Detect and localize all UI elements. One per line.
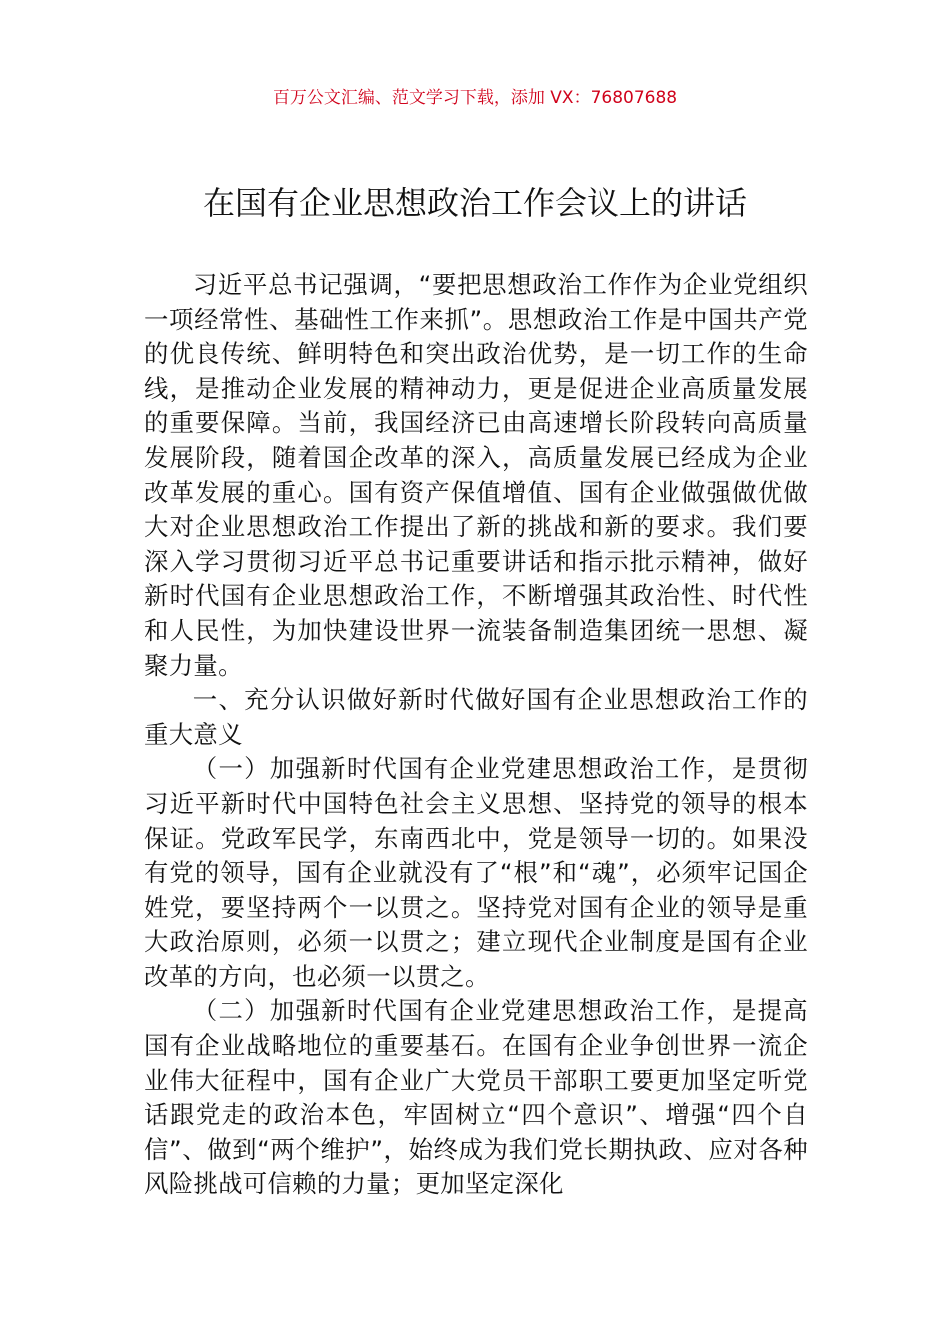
paragraph-point-2: （二）加强新时代国有企业党建思想政治工作，是提高国有企业战略地位的重要基石。在国有企业争创世界一流企业伟大征程中，国有企业广大党员干部职工要更加坚定听党话跟党走的政治本色，牢固树立“四个意识”、增强“四个自信”、做到“两个维护”，始终成为我们党长期执政、应对各种风险挑战可信赖的力量；更加坚定深化 — [144, 996, 808, 1199]
document-title: 在国有企业思想政治工作会议上的讲话 — [202, 184, 747, 222]
watermark-banner: 百万公文汇编、范文学习下载，添加 VX：76807688 — [272, 88, 678, 108]
document-body — [144, 268, 808, 1202]
paragraph-point-1: （一）加强新时代国有企业党建思想政治工作，是贯彻习近平新时代中国特色社会主义思想、坚持党的领导的根本保证。党政军民学，东南西北中，党是领导一切的。如果没有党的领导，国有企业就没有了“根”和“魂”，必须牢记国企姓党，要坚持两个一以贯之。坚持党对国有企业的领导是重大政治原则，必须一以贯之；建立现代企业制度是国有企业改革的方向，也必须一以贯之。 — [144, 754, 808, 991]
section-heading-1: 一、充分认识做好新时代做好国有企业思想政治工作的重大意义 — [144, 685, 808, 749]
paragraph-intro: 习近平总书记强调，“要把思想政治工作作为企业党组织一项经常性、基础性工作来抓”。思想政治工作是中国共产党的优良传统、鲜明特色和突出政治优势，是一切工作的生命线，是推动企业发展的精神动力，更是促进企业高质量发展的重要保障。当前，我国经济已由高速增长阶段转向高质量发展阶段，随着国企改革的深入，高质量发展已经成为企业改革发展的重心。国有资产保值增值、国有企业做强做优做大对企业思想政治工作提出了新的挑战和新的要求。我们要深入学习贯彻习近平总书记重要讲话和指示批示精神，做好新时代国有企业思想政治工作，不断增强其政治性、时代性和人民性，为加快建设世界一流装备制造集团统一思想、凝聚力量。 — [144, 270, 808, 680]
